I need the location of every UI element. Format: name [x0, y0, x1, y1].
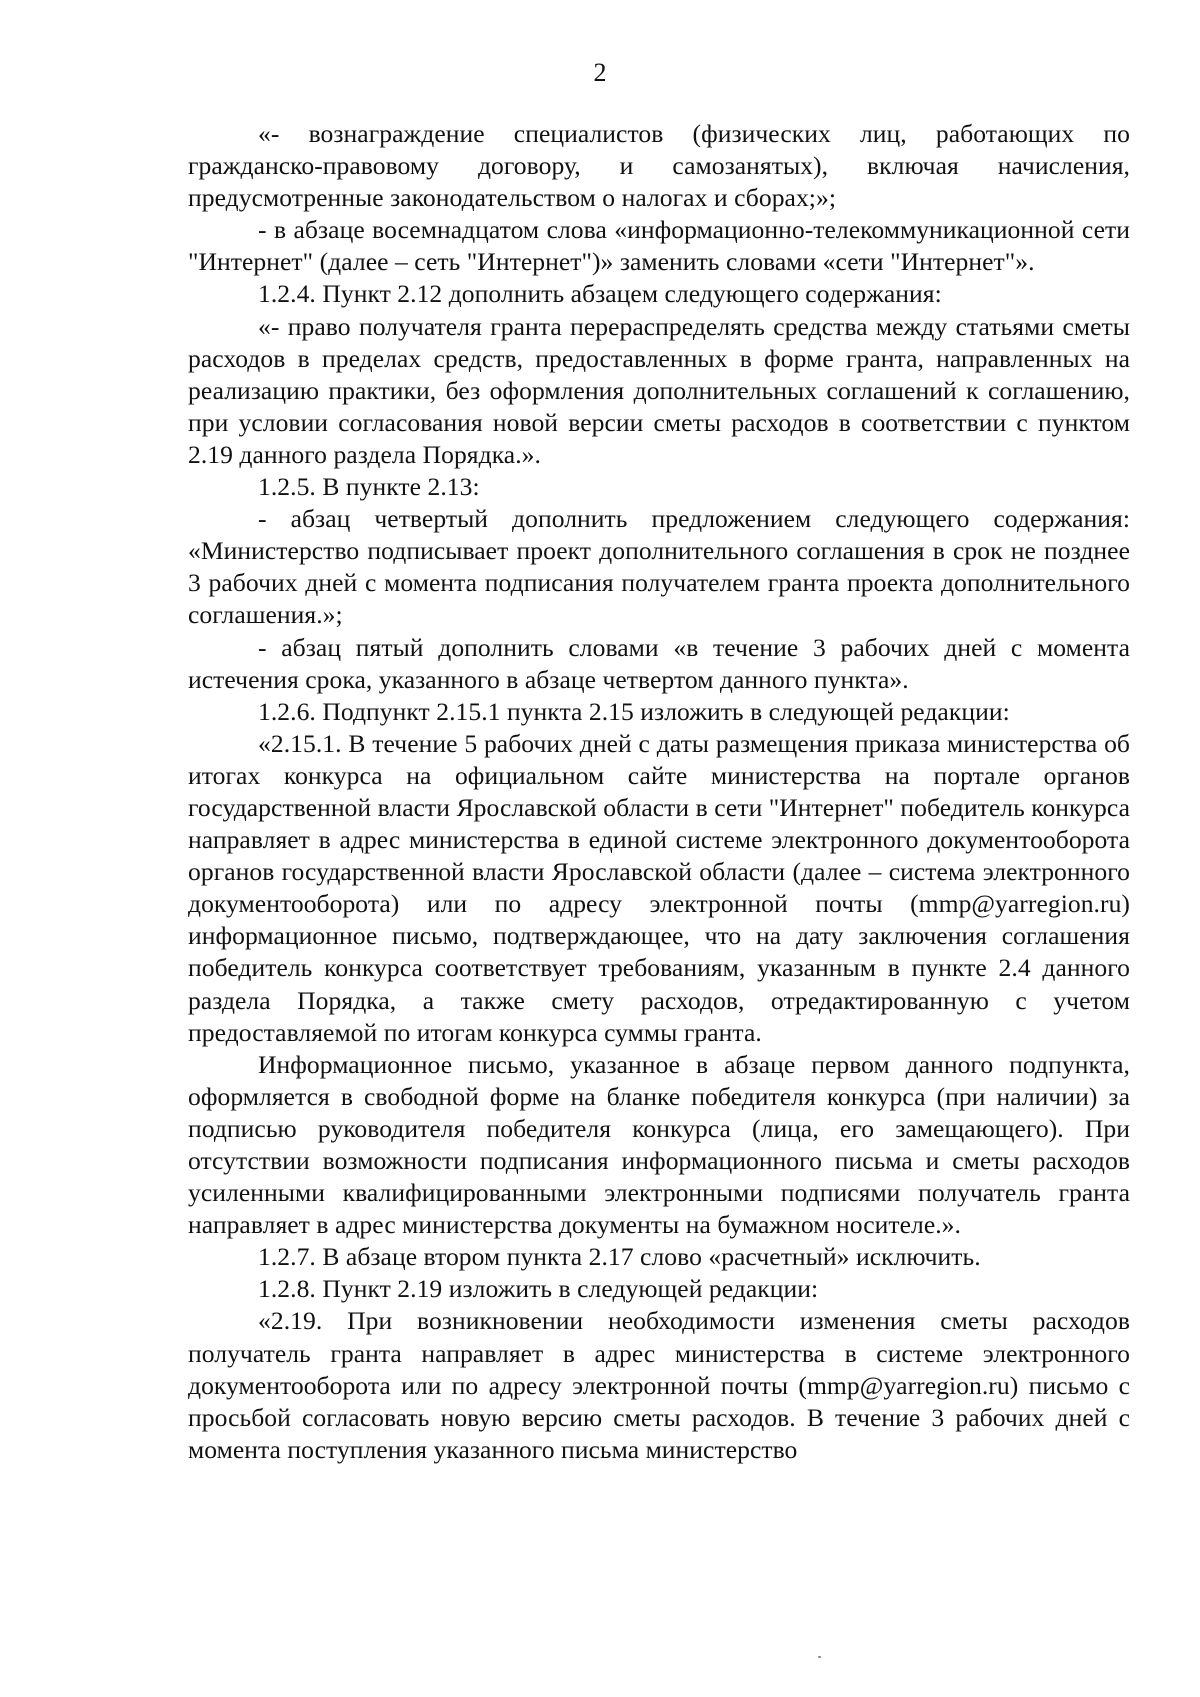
- page-number: 2: [593, 58, 607, 87]
- paragraph-remuneration: «- вознаграждение специалистов (физических лиц, работающих по гражданско-правовому договору, и самозанятых), включая начисления, предусмотренные законодательством о налогах и сборах;»;: [188, 119, 1130, 213]
- paragraph-fourth-abzac: - абзац четвертый дополнить предложением следующего содержания: «Министерство подписывает проект дополнительного соглашения в срок не позднее 3 рабочих дней с момента подписания получателем гранта проекта дополнительного соглашения.»;: [188, 504, 1130, 630]
- paragraph-1-2-6: 1.2.6. Подпункт 2.15.1 пункта 2.15 изложить в следующей редакции:: [258, 696, 1010, 726]
- paragraph-2-15-1: «2.15.1. В течение 5 рабочих дней с даты размещения приказа министерства об итогах конкурса на официальном сайте министерства на портале органов государственной власти Ярославской области в сети "Интернет" победитель конкурса направляет в адрес министерства в единой системе электронного документооборота органов государственной власти Ярославской области (далее – система электронного документооборота) или по адресу электронной почты (mmp@yarregion.ru) информационное письмо, подтверждающее, что на дату заключения соглашения победитель конкурса соответствует требованиям, указанным в пункте 2.4 данного раздела Порядка, а также смету расходов, отредактированную с учетом предоставляемой по итогам конкурса суммы гранта.: [188, 728, 1130, 1047]
- scan-speck: [818, 1656, 821, 1658]
- paragraph-1-2-4: 1.2.4. Пункт 2.12 дополнить абзацем следующего содержания:: [258, 279, 942, 309]
- paragraph-2-19: «2.19. При возникновении необходимости изменения сметы расходов получатель гранта направляет в адрес министерства в системе электронного документооборота или по адресу электронной почты (mmp@yarregion.ru) письмо с просьбой согласовать новую версию сметы расходов. В течение 3 рабочих дней с момента поступления указанного письма министерство: [188, 1306, 1130, 1464]
- paragraph-internet-replacement: - в абзаце восемнадцатом слова «информационно-телекоммуникационной сети "Интернет" (далее – сеть "Интернет")» заменить словами «сети "Интернет"».: [188, 215, 1130, 277]
- paragraph-redistribution-right: «- право получателя гранта перераспределять средства между статьями сметы расходов в пределах средств, предоставленных в форме гранта, направленных на реализацию практики, без оформления дополнительных соглашений к соглашению, при условии согласования новой версии сметы расходов в соответствии с пунктом 2.19 данного раздела Порядка.».: [188, 311, 1130, 469]
- paragraph-1-2-7: 1.2.7. В абзаце втором пункта 2.17 слово «расчетный» исключить.: [258, 1242, 981, 1272]
- document-body: [188, 118, 1130, 1466]
- paragraph-1-2-8: 1.2.8. Пункт 2.19 изложить в следующей редакции:: [258, 1274, 819, 1304]
- paragraph-info-letter: Информационное письмо, указанное в абзаце первом данного подпункта, оформляется в свободной форме на бланке победителя конкурса (при наличии) за подписью руководителя победителя конкурса (лица, его замещающего). При отсутствии возможности подписания информационного письма и сметы расходов усиленными квалифицированными электронными подписями получатель гранта направляет в адрес министерства документы на бумажном носителе.».: [188, 1049, 1130, 1240]
- paragraph-fifth-abzac: - абзац пятый дополнить словами «в течение 3 рабочих дней с момента истечения срока, указанного в абзаце четвертом данного пункта».: [188, 632, 1130, 694]
- paragraph-1-2-5: 1.2.5. В пункте 2.13:: [258, 472, 480, 502]
